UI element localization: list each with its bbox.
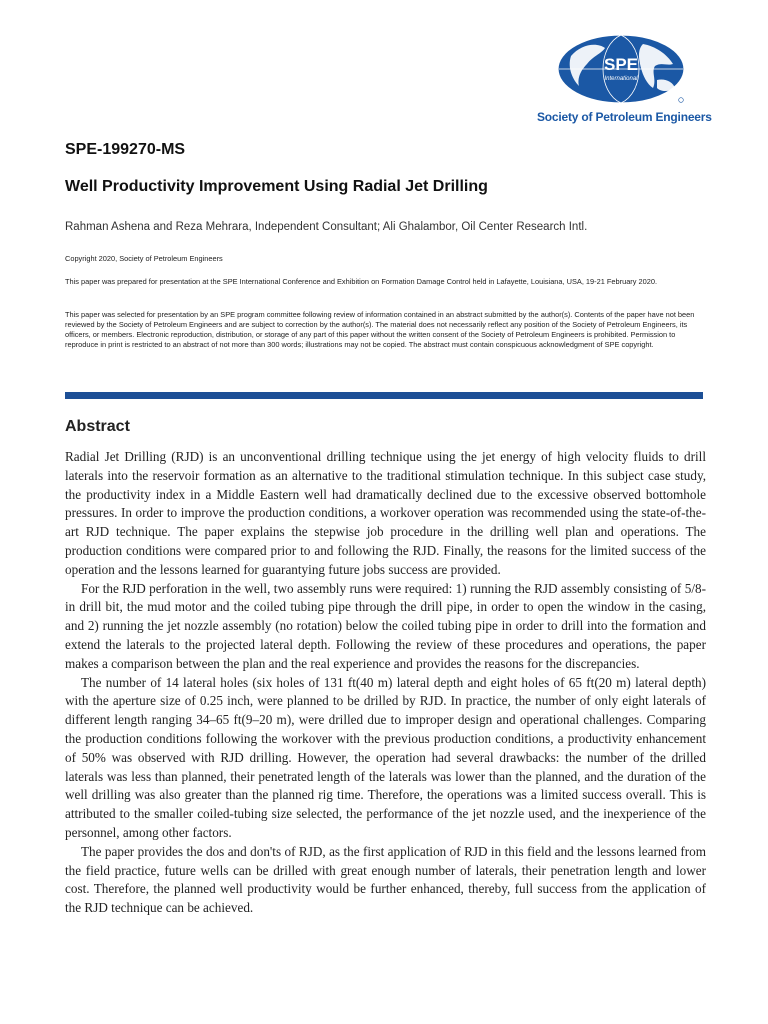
abstract-paragraph: The number of 14 lateral holes (six holes of 131 ft(40 m) lateral depth and eight holes of 65 ft(20 m) lateral depth) with the aperture size of 0.25 inch, were planned to be drilled by RJD. In practice, the number of only eight laterals of different length ranging 34–65 ft(9–20 m), were drilled due to improper design and operational challenges. Comparing the production conditions following the workover with the previous production conditions, a productivity enhancement of 50% was observed with RJD drilling. However, the operation had several drawbacks: the number of the drilled laterals was less than planned, their penetrated length of the laterals was lower than the planned, and the duration of the well drilling was also greater than the planned rig time. Therefore, the operations was a limited success overall. This is attributed to the smaller coiled-tubing size selected, the performance of the jet nozzle used, and the inexperience of the personnel, among other factors. <box>65 674 706 840</box>
registered-mark-icon <box>679 98 684 103</box>
paper-id: SPE-199270-MS <box>65 141 186 158</box>
abstract-paragraph: For the RJD perforation in the well, two assembly runs were required: 1) running the RJD assembly consisting of 5/8-in drill bit, the mud motor and the coiled tubing pipe through the drill pipe, in order to open the window in the casing, and 2) running the jet nozzle assembly (no rotation) below the coiled tubing pipe in order to drill into the formation and extend the laterals to the projected lateral depth. Following the review of these procedures and operations, the paper makes a comparison between the plan and the real experience and provides the reasons for the discrepancies. <box>65 580 706 671</box>
logo-spe-text: SPE <box>603 55 639 74</box>
globe-logo-icon <box>557 34 685 104</box>
abstract-body <box>65 448 706 918</box>
section-divider <box>65 392 703 399</box>
abstract-paragraph: Radial Jet Drilling (RJD) is an unconventional drilling technique using the jet energy of high velocity fluids to drill laterals into the reservoir formation as an alternative to the traditional stimulation technique. In this subject case study, the productivity index in a Middle Eastern well had dramatically declined due to the excessive observed bottomhole pressures. In order to improve the production conditions, a workover operation was recommended using the state-of-the-art RJD technique. The paper explains the stepwise job procedure in the drilling well plan and operations. The production conditions were compared prior to and following the RJD. Finally, the reasons for the limited success of the operation and the lessons learned for guarantying future jobs success are provided. <box>65 449 706 577</box>
copyright-notice: Copyright 2020, Society of Petroleum Engineers <box>65 254 223 263</box>
spe-logo <box>537 34 712 124</box>
selection-note: This paper was selected for presentation by an SPE program committee following review of information contained in an abstract submitted by the author(s). Contents of the paper have not been reviewed by the Society of Petroleum Engineers and are subject to correction by the author(s). The material does not necessarily reflect any position of the Society of Petroleum Engineers, its officers, or members. Electronic reproduction, distribution, or storage of any part of this paper without the written consent of the Society of Petroleum Engineers is prohibited. Permission to reproduce in print is restricted to an abstract of not more than 300 words; illustrations may not be copied. The abstract must contain conspicuous acknowledgment of SPE copyright. <box>65 310 695 349</box>
logo-org-name: Society of Petroleum Engineers <box>537 110 712 124</box>
abstract-paragraph: The paper provides the dos and don'ts of RJD, as the first application of RJD in this field and the lessons learned from the field practice, future wells can be drilled with great enough number of laterals, their penetration length and lower cost. Therefore, the planned well productivity would be further enhanced, thereby, full success from the application of the RJD technique can be achieved. <box>65 843 706 916</box>
logo-international-text: International <box>604 76 638 82</box>
paper-title: Well Productivity Improvement Using Radial Jet Drilling <box>65 178 488 195</box>
authors: Rahman Ashena and Reza Mehrara, Independent Consultant; Ali Ghalambor, Oil Center Research Intl. <box>65 221 588 233</box>
abstract-heading: Abstract <box>65 418 130 435</box>
preparation-note: This paper was prepared for presentation at the SPE International Conference and Exhibition on Formation Damage Control held in Lafayette, Louisiana, USA, 19-21 February 2020. <box>65 277 658 286</box>
